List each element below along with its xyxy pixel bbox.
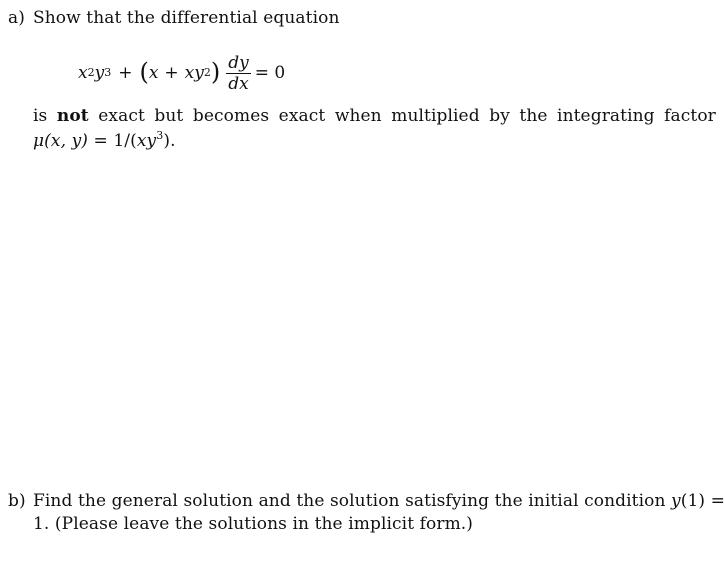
text-is: is	[33, 106, 48, 126]
part-b-line2: 1. (Please leave the solutions in the implicit form.)	[33, 514, 474, 534]
factor-exp: 3	[156, 129, 164, 142]
eq-term1-y: y	[94, 63, 105, 83]
factor-xy: xy	[136, 131, 157, 151]
part-b-tail: (1) =	[680, 491, 725, 511]
text-not: not	[56, 106, 89, 126]
factor-mu: μ	[33, 131, 45, 151]
factor-end: ).	[163, 131, 176, 151]
integrating-factor	[33, 131, 176, 151]
part-a-line1	[33, 106, 716, 126]
eq-term1-x: x	[78, 63, 88, 83]
factor-equals: = 1/(	[93, 131, 137, 151]
eq-plus: +	[118, 63, 133, 83]
part-b-label: b)	[8, 491, 26, 511]
factor-args: (x, y)	[44, 131, 89, 151]
eq-open-paren: (	[139, 58, 149, 86]
part-a-label: a)	[8, 8, 25, 28]
text-exact-rest: exact but becomes exact when multiplied by the integrating factor	[98, 106, 716, 126]
part-b-y: y	[671, 491, 681, 511]
eq-inner-plus: +	[164, 63, 179, 83]
differential-equation: x 2 y 3 + ( x + xy 2 ) $\frac{dy}{dx}$ = 0	[78, 52, 286, 94]
eq-equals-zero: = 0	[254, 63, 286, 83]
eq-term2-xy: xy	[184, 63, 204, 83]
eq-frac-numerator: dy	[228, 52, 249, 73]
eq-term2-x: x	[148, 63, 159, 83]
eq-derivative-fraction	[226, 53, 251, 94]
part-b-line1	[33, 491, 725, 511]
eq-frac-denominator: dx	[228, 73, 249, 94]
part-b-text: Find the general solution and the solution satisfying the initial condition	[33, 491, 666, 511]
eq-close-paren: )	[210, 58, 221, 86]
part-a-intro: Show that the differential equation	[33, 8, 340, 28]
